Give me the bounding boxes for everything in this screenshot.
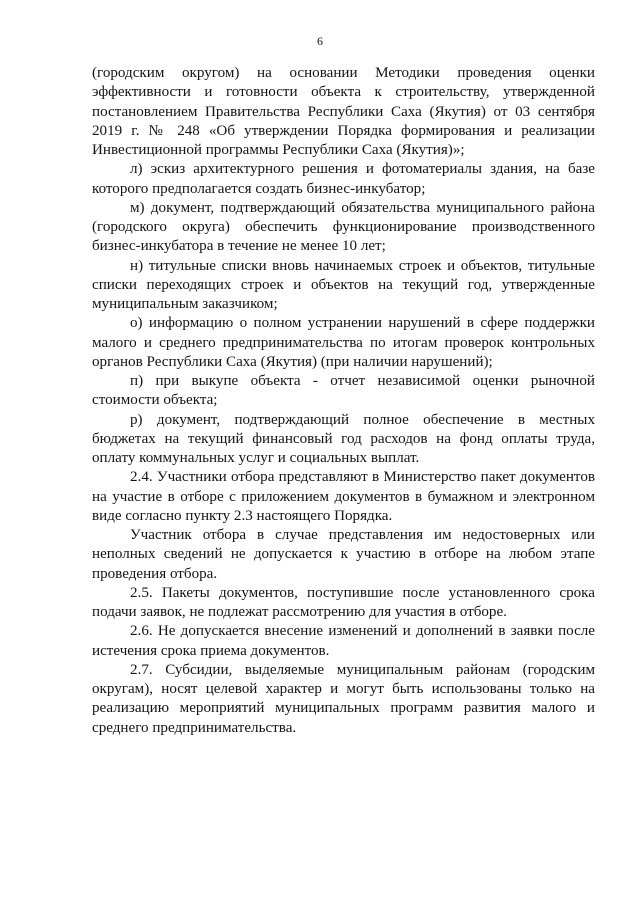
paragraph-item-l: л) эскиз архитектурного решения и фотоматериалы здания, на базе которого предполагается создать бизнес-инкубатор; [92,161,595,197]
paragraph-item-n: н) титульные списки вновь начинаемых строек и объектов, титульные списки переходящих строек и объектов на текущий год, утвержденные муниципальным заказчиком; [92,257,595,312]
paragraph-2-6: 2.6. Не допускается внесение изменений и дополнений в заявки после истечения срока приема документов. [92,623,595,659]
paragraph-2-7: 2.7. Субсидии, выделяемые муниципальным районам (городским округам), носят целевой характер и могут быть использованы только на реализацию мероприятий муниципальных программ развития малого и среднего предпринимательства. [92,661,595,736]
page-number: 6 [317,34,323,48]
paragraph-item-p: п) при выкупе объекта - отчет независимой оценки рыночной стоимости объекта; [92,373,595,409]
paragraph-participant: Участник отбора в случае представления им недостоверных или неполных сведений не допускается к участию в отборе на любом этапе проведения отбора. [92,527,595,582]
paragraph-item-m: м) документ, подтверждающий обязательства муниципального района (городского округа) обеспечить функционирование производственного бизнес-инкубатора в течение не менее 10 лет; [92,199,595,255]
document-body [92,64,595,738]
paragraph-2-5: 2.5. Пакеты документов, поступившие после установленного срока подачи заявок, не подлежат рассмотрению для участия в отборе. [92,584,595,620]
paragraph-item-r: р) документ, подтверждающий полное обеспечение в местных бюджетах на текущий финансовый год расходов на фонд оплаты труда, оплату коммунальных услуг и социальных выплат. [92,411,595,466]
paragraph-2-4: 2.4. Участники отбора представляют в Министерство пакет документов на участие в отборе с приложением документов в бумажном и электронном виде согласно пункту 2.3 настоящего Порядка. [92,469,595,524]
paragraph-item-o: о) информацию о полном устранении нарушений в сфере поддержки малого и среднего предпринимательства по итогам проверок контрольных органов Республики Саха (Якутия) (при наличии нарушений); [92,315,595,370]
paragraph-continuation: (городским округом) на основании Методики проведения оценки эффективности и готовности объекта к строительству, утвержденной постановлением Правительства Республики Саха (Якутия) от 03 сентября 2019 г. № 248 «Об утверждении Порядка формирования и реализации Инвестиционной программы Республики Саха (Якутия)»; [92,65,595,158]
